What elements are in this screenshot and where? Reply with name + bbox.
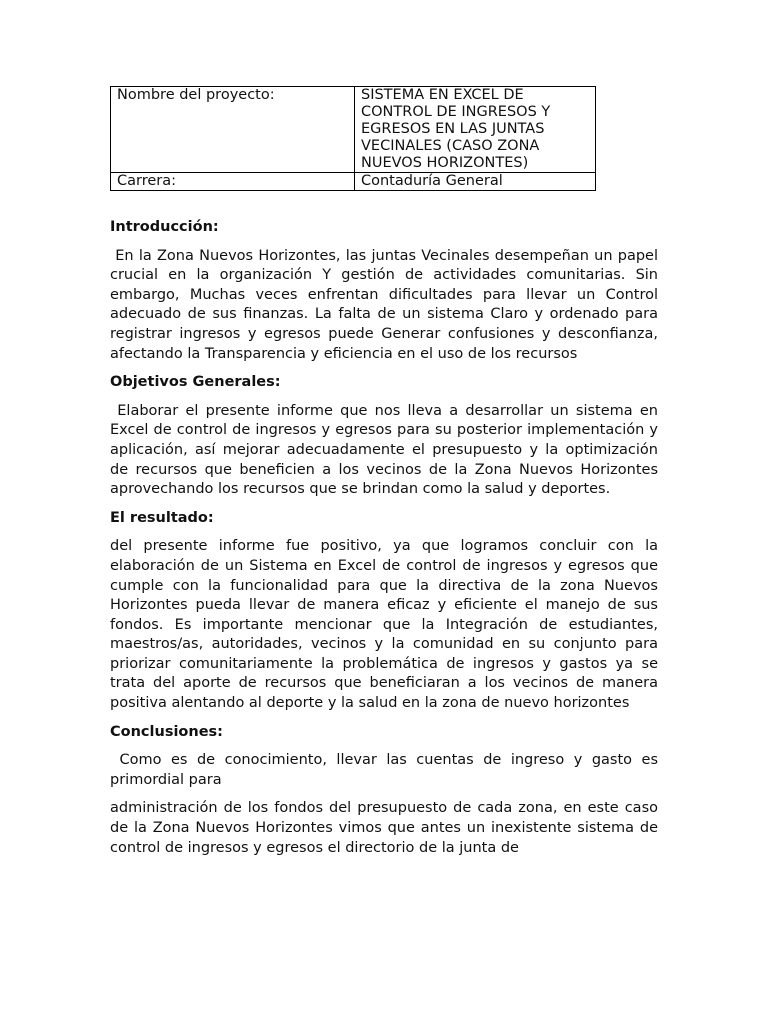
intro-paragraph: En la Zona Nuevos Horizontes, las juntas Vecinales desempeñan un papel crucial en la organización Y gestión de actividades comunitarias. Sin embargo, Muchas veces enfrentan dificultades para llevar un Control adecuado de sus finanzas. La falta de un sistema Claro y ordenado para registrar ingresos y egresos puede Generar confusiones y desconfianza, afectando la Transparencia y eficiencia en el uso de los recursos <box>110 247 659 362</box>
document-body <box>110 218 658 867</box>
career-label: Carrera: <box>111 173 355 191</box>
result-paragraph: del presente informe fue positivo, ya que logramos concluir con la elaboración de un Sistema en Excel de control de ingresos y egresos que cumple con la funcionalidad para que la directiva de la zona Nuevos Horizontes pueda llevar de manera eficaz y eficiente el manejo de sus fondos. Es importante mencionar que la Integración de estudiantes, maestros/as, autoridades, vecinos y la comunidad en su conjunto para priorizar comunitariamente la problemática de ingresos y gastos ya se trata del aporte de recursos que beneficiaran a los vecinos de manera positiva alentando al deporte y la salud en la zona de nuevo horizontes <box>110 538 658 712</box>
project-name-label: Nombre del proyecto: <box>111 87 355 173</box>
table-row <box>111 87 596 173</box>
objectives-heading: Objetivos Generales: <box>110 374 281 391</box>
conclusions-paragraph-2: administración de los fondos del presupuesto de cada zona, en este caso de la Zona Nuevos Horizontes vimos que antes un inexistente sistema de control de ingresos y egresos el directorio de la junta de <box>110 800 658 856</box>
career-value: Contaduría General <box>355 173 596 191</box>
intro-heading: Introducción: <box>110 219 219 235</box>
project-name-value: SISTEMA EN EXCEL DE CONTROL DE INGRESOS Y EGRESOS EN LAS JUNTAS VECINALES (CASO ZONA NUEVOS HORIZONTES) <box>355 87 596 173</box>
result-heading: El resultado: <box>110 509 214 526</box>
table-row <box>111 173 596 191</box>
conclusions-paragraph-1: Como es de conocimiento, llevar las cuentas de ingreso y gasto es primordial para <box>110 752 658 788</box>
conclusions-heading: Conclusiones: <box>110 723 223 740</box>
objectives-paragraph: Elaborar el presente informe que nos lleva a desarrollar un sistema en Excel de control de ingresos y egresos para su posterior implementación y aplicación, así mejorar adecuadamente el presupuesto y la optimización de recursos que beneficien a los vecinos de la Zona Nuevos Horizontes aprovechando los recursos que se brindan como la salud y deportes. <box>110 402 659 498</box>
project-info-table <box>110 86 596 191</box>
